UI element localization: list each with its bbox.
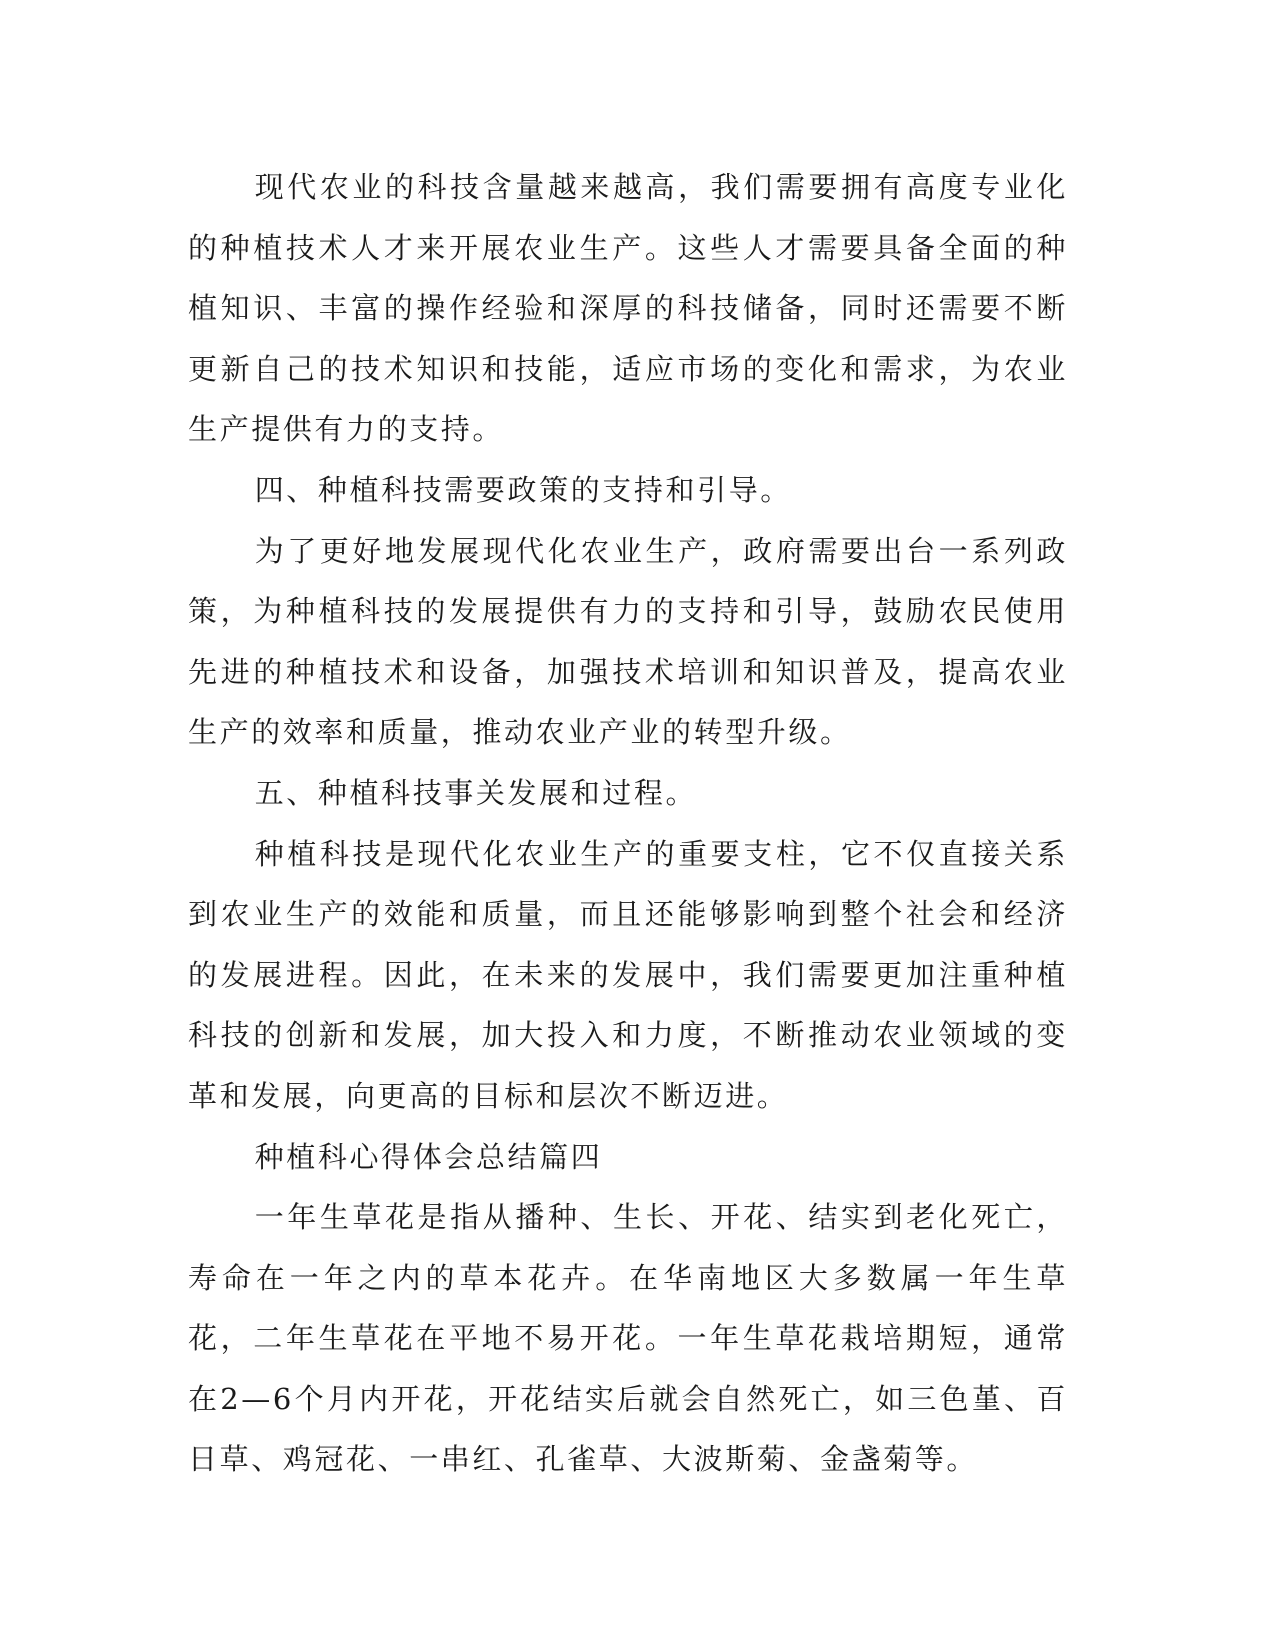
section-heading-five: 五、种植科技事关发展和过程。	[254, 775, 698, 810]
paragraph-policy-support: 为了更好地发展现代化农业生产，政府需要出台一系列政策，为种植科技的发展提供有力的支持和引导，鼓励农民使用先进的种植技术和设备，加强技术培训和知识普及，提高农业生产的效率和质量，推动农业产业的转型升级。	[188, 533, 1068, 750]
article-title-part-four: 种植科心得体会总结篇四	[254, 1139, 603, 1174]
paragraph-annual-flowers: 一年生草花是指从播种、生长、开花、结实到老化死亡，寿命在一年之内的草本花卉。在华南地区大多数属一年生草花，二年生草花在平地不易开花。一年生草花栽培期短，通常在2—6个月内开花，开花结实后就会自然死亡，如三色堇、百日草、鸡冠花、一串红、孔雀草、大波斯菊、金盏菊等。	[188, 1200, 1068, 1477]
paragraph-tech-talent: 现代农业的科技含量越来越高，我们需要拥有高度专业化的种植技术人才来开展农业生产。这些人才需要具备全面的种植知识、丰富的操作经验和深厚的科技储备，同时还需要不断更新自己的技术知识和技能，适应市场的变化和需求，为农业生产提供有力的支持。	[188, 170, 1068, 447]
document-body	[188, 157, 1068, 1490]
paragraph-development: 种植科技是现代化农业生产的重要支柱，它不仅直接关系到农业生产的效能和质量，而且还能够影响到整个社会和经济的发展进程。因此，在未来的发展中，我们需要更加注重种植科技的创新和发展，加大投入和力度，不断推动农业领域的变革和发展，向更高的目标和层次不断迈进。	[188, 836, 1068, 1113]
section-heading-four: 四、种植科技需要政策的支持和引导。	[254, 472, 792, 507]
